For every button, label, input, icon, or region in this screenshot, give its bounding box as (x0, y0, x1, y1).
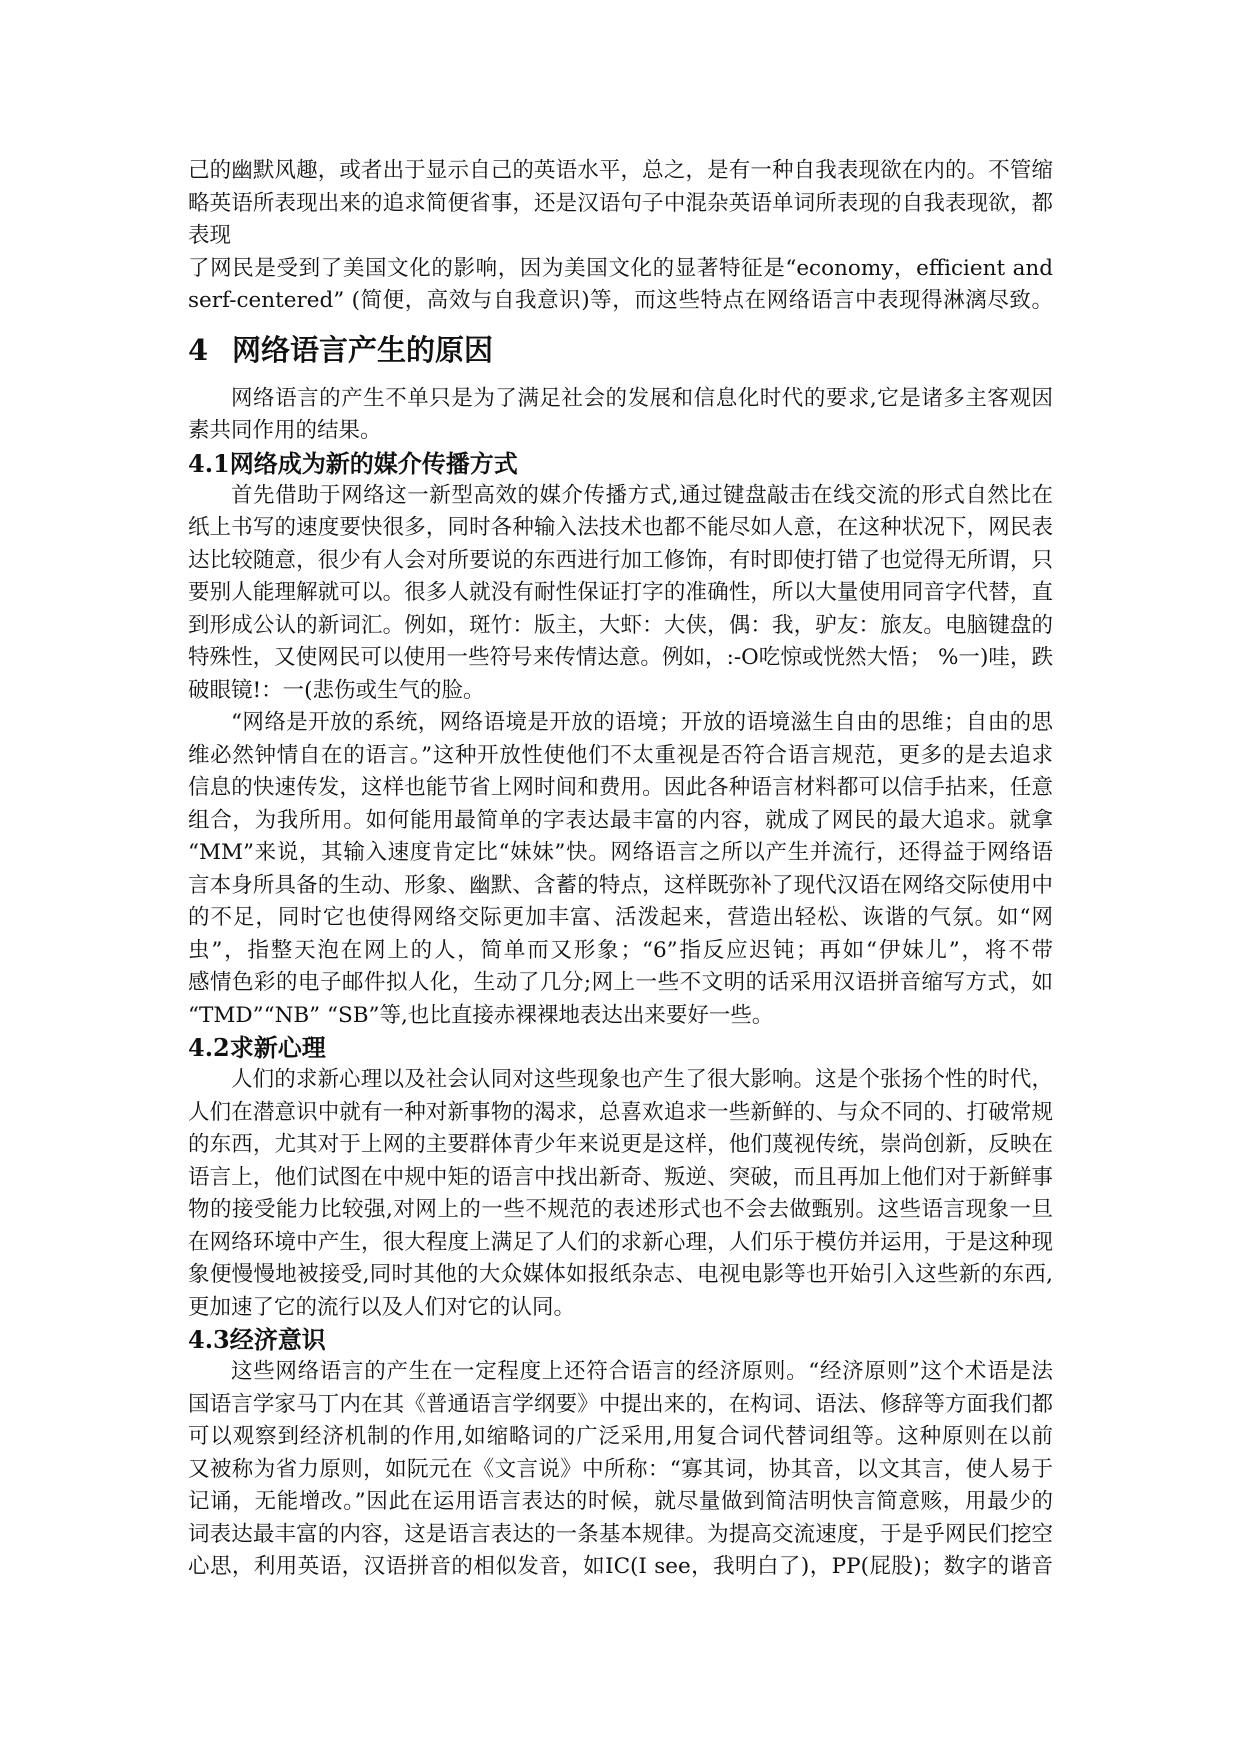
text-line: 纸上书写的速度要快很多，同时各种输入法技术也都不能尽如人意，在这种状况下，网民表 (188, 515, 1053, 540)
text-line: 虫”，指整天泡在网上的人，简单而又形象；“6”指反应迟钝；再如“伊妹儿”，将不带 (188, 937, 1053, 963)
text-line: 表现 (188, 223, 232, 248)
paragraph (188, 1064, 1053, 1324)
text-line: 记诵，无能增改。”因此在运用语言表达的时候，就尽量做到简洁明快言简意赅，用最少的 (188, 1489, 1053, 1514)
text-line: 语言上，他们试图在中规中矩的语言中找出新奇、叛逆、突破，而且再加上他们对于新鲜事 (188, 1164, 1053, 1190)
text-line: 破眼镜!：一(悲伤或生气的脸。 (188, 677, 485, 703)
paragraph (188, 155, 1053, 318)
text-line: 在网络环境中产生，很大程度上满足了人们的求新心理，人们乐于模仿并运用，于是这种现 (188, 1229, 1053, 1255)
subsection-heading: 4.1网络成为新的媒介传播方式 (188, 448, 518, 478)
paragraph (188, 480, 1053, 708)
paragraph (188, 1356, 1053, 1584)
paragraph (188, 383, 1053, 448)
text-line: 己的幽默风趣，或者出于显示自己的英语水平，总之，是有一种自我表现欲在内的。不管缩 (188, 158, 1053, 183)
text-line: serf-centered” (简便，高效与自我意识)等，而这些特点在网络语言中表现得淋漓尽致。 (188, 288, 1053, 313)
text-line: 又被称为省力原则，如阮元在《文言说》中所称：“寡其词，协其音，以文其言，使人易于 (188, 1456, 1053, 1482)
text-line: 心思，利用英语，汉语拼音的相似发音，如IC(I see，我明白了)，PP(屁股)；数字的谐音 (188, 1554, 1053, 1579)
text-line: 略英语所表现出来的追求简便省事，还是汉语句子中混杂英语单词所表现的自我表现欲，都 (188, 190, 1053, 216)
text-line: 的不足，同时它也使得网络交际更加丰富、活泼起来，营造出轻松、诙谐的气氛。如“网 (188, 905, 1053, 930)
section-number: 4 (188, 332, 209, 367)
subsection-heading: 4.3经济意识 (188, 1325, 326, 1354)
text-line: 了网民是受到了美国文化的影响，因为美国文化的显著特征是“economy，efficient and (188, 255, 1053, 281)
text-line: 素共同作用的结果。 (188, 418, 382, 443)
section-title: 网络语言产生的原因 (232, 332, 494, 367)
text-line: 特殊性，又使网民可以使用一些符号来传情达意。例如，:-O吃惊或恍然大悟； %一)哇，跌 (188, 645, 1053, 670)
text-line: 到形成公认的新词汇。例如，斑竹：版主，大虾：大侠，偶：我，驴友：旅友。电脑键盘的 (188, 612, 1053, 638)
paragraph (188, 707, 1053, 1032)
text-line: 首先借助于网络这一新型高效的媒介传播方式,通过键盘敲击在线交流的形式自然比在 (231, 482, 1053, 508)
text-line: 象便慢慢地被接受,同时其他的大众媒体如报纸杂志、电视电影等也开始引入这些新的东西, (188, 1262, 1053, 1287)
text-line: 词表达最丰富的内容，这是语言表达的一条基本规律。为提高交流速度，于是乎网民们挖空 (188, 1521, 1053, 1547)
text-line: 人们在潜意识中就有一种对新事物的渴求，总喜欢追求一些新鲜的、与众不同的、打破常规 (188, 1099, 1053, 1125)
text-line: 更加速了它的流行以及人们对它的认同。 (188, 1294, 576, 1320)
text-line: “MM”来说，其输入速度肯定比“妹妹”快。网络语言之所以产生并流行，还得益于网络语 (188, 840, 1053, 865)
text-line: 感情色彩的电子邮件拟人化，生动了几分;网上一些不文明的话采用汉语拼音缩写方式，如 (188, 970, 1053, 995)
text-line: 人们的求新心理以及社会认同对这些现象也产生了很大影响。这是个张扬个性的时代， (231, 1067, 1053, 1092)
text-line: 国语言学家马丁内在其《普通语言学纲要》中提出来的，在构词、语法、修辞等方面我们都 (188, 1391, 1053, 1417)
page-content (188, 155, 1053, 1584)
text-line: 组合，为我所用。如何能用最简单的字表达最丰富的内容，就成了网民的最大追求。就拿 (188, 807, 1053, 833)
text-line: “TMD”“NB” “SB”等,也比直接赤裸裸地表达出来要好一些。 (188, 1002, 774, 1028)
text-line: 网络语言的产生不单只是为了满足社会的发展和信息化时代的要求,它是诸多主客观因 (231, 385, 1053, 411)
text-line: 这些网络语言的产生在一定程度上还符合语言的经济原则。“经济原则”这个术语是法 (231, 1359, 1053, 1384)
text-line: 维必然钟情自在的语言。”这种开放性使他们不太重视是否符合语言规范，更多的是去追求 (188, 742, 1053, 768)
text-line: 言本身所具备的生动、形象、幽默、含蓄的特点，这样既弥补了现代汉语在网络交际使用中 (188, 872, 1053, 898)
text-line: 要别人能理解就可以。很多人就没有耐性保证打字的准确性，所以大量使用同音字代替，直 (188, 580, 1053, 605)
text-line: 信息的快速传发，这样也能节省上网时间和费用。因此各种语言材料都可以信手拈来，任意 (188, 775, 1053, 800)
text-line: 物的接受能力比较强,对网上的一些不规范的表述形式也不会去做甄别。这些语言现象一旦 (188, 1197, 1053, 1222)
text-line: 可以观察到经济机制的作用,如缩略词的广泛采用,用复合词代替词组等。这种原则在以前 (188, 1424, 1053, 1449)
text-line: 达比较随意，很少有人会对所要说的东西进行加工修饰，有时即使打错了也觉得无所谓，只 (188, 547, 1053, 573)
subsection-heading: 4.2求新心理 (188, 1033, 326, 1062)
section-heading (188, 318, 1053, 383)
text-line: 的东西，尤其对于上网的主要群体青少年来说更是这样，他们蔑视传统，崇尚创新，反映在 (188, 1132, 1053, 1157)
text-line: “网络是开放的系统，网络语境是开放的语境；开放的语境滋生自由的思维；自由的思 (231, 710, 1053, 735)
